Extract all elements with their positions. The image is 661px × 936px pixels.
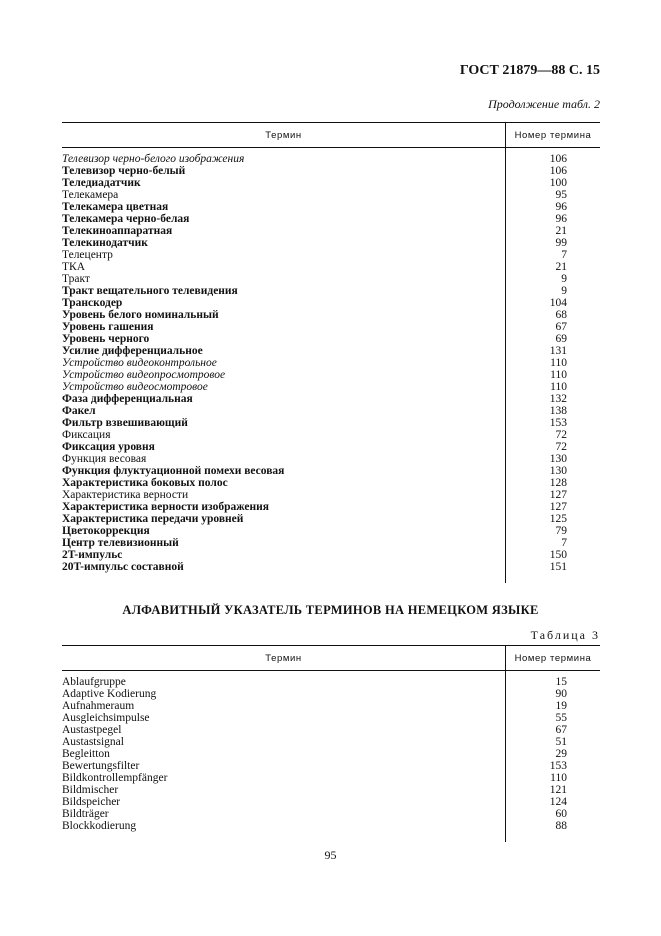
table-row — [62, 796, 600, 808]
table-row — [62, 189, 600, 201]
table-row — [62, 453, 600, 465]
term-number-cell: 150 — [506, 549, 601, 561]
term-number-cell: 127 — [506, 489, 601, 501]
term-number-cell: 29 — [506, 748, 601, 760]
table-body — [62, 148, 600, 584]
table-row — [62, 736, 600, 748]
term-number-cell: 132 — [506, 393, 601, 405]
table-row — [62, 309, 600, 321]
table-row — [62, 537, 600, 549]
term-cell: Bildmischer — [62, 784, 119, 796]
term-number-cell: 88 — [506, 820, 601, 832]
table-row — [62, 724, 600, 736]
column-header-term: Термин — [62, 123, 506, 148]
table-row — [62, 561, 600, 573]
table-row — [62, 225, 600, 237]
term-cell: Факел — [62, 405, 96, 417]
term-number-cell: 106 — [506, 165, 601, 177]
term-number-cell: 151 — [506, 561, 601, 573]
column-header-number: Номер термина — [506, 646, 601, 671]
table-row — [62, 501, 600, 513]
term-cell: Begleitton — [62, 748, 110, 760]
term-number-cell: 60 — [506, 808, 601, 820]
term-cell: Центр телевизионный — [62, 537, 179, 549]
table-row — [62, 393, 600, 405]
term-number-cell: 110 — [506, 357, 601, 369]
section-title: АЛФАВИТНЫЙ УКАЗАТЕЛЬ ТЕРМИНОВ НА НЕМЕЦКОМ ЯЗЫКЕ — [122, 603, 539, 617]
term-cell: ТКА — [62, 261, 85, 273]
term-cell: Фиксация уровня — [62, 441, 155, 453]
table-row — [62, 357, 600, 369]
table-row — [62, 273, 600, 285]
term-number-cell: 55 — [506, 712, 601, 724]
table-row — [62, 525, 600, 537]
term-number-cell: 110 — [506, 381, 601, 393]
term-number-cell: 124 — [506, 796, 601, 808]
term-cell: Функция флуктуационной помехи весовая — [62, 465, 285, 477]
term-number-cell: 153 — [506, 760, 601, 772]
term-number-cell: 138 — [506, 405, 601, 417]
term-cell: Телекамера черно-белая — [62, 213, 190, 225]
term-cell: Уровень черного — [62, 333, 150, 345]
terms-table-german — [62, 645, 600, 842]
term-cell: Austastpegel — [62, 724, 122, 736]
table-row — [62, 261, 600, 273]
table-row — [62, 760, 600, 772]
term-number-cell: 128 — [506, 477, 601, 489]
term-cell: Bewertungsfilter — [62, 760, 140, 772]
table-row — [62, 465, 600, 477]
table-row — [62, 381, 600, 393]
term-number-cell: 125 — [506, 513, 601, 525]
term-cell: Телевизор черно-белого изображения — [62, 153, 245, 165]
term-number-cell: 153 — [506, 417, 601, 429]
term-cell: Фиксация — [62, 429, 111, 441]
table-continuation-note: Продолжение табл. 2 — [488, 97, 600, 111]
table-row — [62, 153, 600, 165]
term-cell: Bildkontrollempfänger — [62, 772, 168, 784]
term-number-cell: 104 — [506, 297, 601, 309]
term-cell: Blockkodierung — [62, 820, 137, 832]
term-number-cell: 69 — [506, 333, 601, 345]
term-cell: Телекамера — [62, 189, 119, 201]
term-number-cell: 106 — [506, 153, 601, 165]
column-header-number: Номер термина — [506, 123, 601, 148]
term-cell: 2T-импульс — [62, 549, 123, 561]
table-row — [62, 748, 600, 760]
term-number-cell: 131 — [506, 345, 601, 357]
term-cell: Устройство видеопросмотровое — [62, 369, 226, 381]
term-cell: Характеристика боковых полос — [62, 477, 228, 489]
term-number-cell: 15 — [506, 676, 601, 688]
table-row — [62, 417, 600, 429]
term-number-cell: 130 — [506, 453, 601, 465]
term-cell: Телецентр — [62, 249, 113, 261]
table-body — [62, 671, 600, 843]
table-row — [62, 477, 600, 489]
term-cell: Уровень гашения — [62, 321, 154, 333]
term-cell: Тракт — [62, 273, 90, 285]
term-cell: Телекамера цветная — [62, 201, 169, 213]
term-cell: Тракт вещательного телевидения — [62, 285, 238, 297]
term-cell: Фильтр взвешивающий — [62, 417, 188, 429]
table-row — [62, 213, 600, 225]
term-cell: Устройство видеоконтрольное — [62, 357, 217, 369]
term-number-cell: 72 — [506, 429, 601, 441]
term-number-cell: 100 — [506, 177, 601, 189]
term-cell: Устройство видеосмотровое — [62, 381, 208, 393]
term-number-cell: 51 — [506, 736, 601, 748]
table-row — [62, 549, 600, 561]
table-row — [62, 688, 600, 700]
term-number-cell: 99 — [506, 237, 601, 249]
term-number-cell: 96 — [506, 201, 601, 213]
table-row — [62, 808, 600, 820]
table-row — [62, 405, 600, 417]
terms-table-russian — [62, 122, 600, 583]
term-cell: Характеристика верности — [62, 489, 189, 501]
term-cell: Телекинодатчик — [62, 237, 148, 249]
table-row — [62, 712, 600, 724]
table-row — [62, 700, 600, 712]
table-label: Таблица 3 — [530, 628, 600, 642]
term-cell: Усилие дифференциальное — [62, 345, 203, 357]
page-header: ГОСТ 21879—88 С. 15 — [459, 63, 600, 78]
term-cell: Телекиноаппаратная — [62, 225, 173, 237]
term-number-cell: 79 — [506, 525, 601, 537]
term-cell: Austastsignal — [62, 736, 124, 748]
term-number-cell: 67 — [506, 321, 601, 333]
term-number-cell: 9 — [506, 285, 601, 297]
term-cell: Характеристика передачи уровней — [62, 513, 244, 525]
term-number-cell: 7 — [506, 537, 601, 549]
term-cell: Aufnahmeraum — [62, 700, 135, 712]
term-cell: Функция весовая — [62, 453, 147, 465]
term-cell: Характеристика верности изображения — [62, 501, 269, 513]
term-cell: Ablaufgruppe — [62, 676, 126, 688]
term-cell: Ausgleichsimpulse — [62, 712, 150, 724]
table-row — [62, 489, 600, 501]
term-number-cell: 96 — [506, 213, 601, 225]
table-row — [62, 285, 600, 297]
table-row — [62, 429, 600, 441]
term-number-cell: 121 — [506, 784, 601, 796]
table-row — [62, 676, 600, 688]
table-row — [62, 201, 600, 213]
table-row — [62, 237, 600, 249]
term-cell: Теледиадатчик — [62, 177, 141, 189]
term-number-cell: 21 — [506, 225, 601, 237]
term-number-cell: 67 — [506, 724, 601, 736]
column-header-term: Термин — [62, 646, 506, 671]
page-number: 95 — [324, 848, 337, 862]
table-row — [62, 249, 600, 261]
term-number-cell: 127 — [506, 501, 601, 513]
table-row — [62, 441, 600, 453]
term-cell: Уровень белого номинальный — [62, 309, 219, 321]
table-row — [62, 345, 600, 357]
term-number-cell: 72 — [506, 441, 601, 453]
term-number-cell: 110 — [506, 369, 601, 381]
term-number-cell: 7 — [506, 249, 601, 261]
term-number-cell: 95 — [506, 189, 601, 201]
table-row — [62, 369, 600, 381]
table-row — [62, 321, 600, 333]
table-row — [62, 820, 600, 832]
term-cell: Телевизор черно-белый — [62, 165, 186, 177]
term-number-cell: 68 — [506, 309, 601, 321]
term-number-cell: 90 — [506, 688, 601, 700]
term-cell: Фаза дифференциальная — [62, 393, 193, 405]
table-row — [62, 772, 600, 784]
table-row — [62, 784, 600, 796]
term-cell: Транскодер — [62, 297, 123, 309]
term-number-cell: 21 — [506, 261, 601, 273]
term-number-cell: 130 — [506, 465, 601, 477]
term-number-cell: 19 — [506, 700, 601, 712]
term-cell: 20T-импульс составной — [62, 561, 184, 573]
term-cell: Bildträger — [62, 808, 109, 820]
term-number-cell: 9 — [506, 273, 601, 285]
table-row — [62, 333, 600, 345]
term-number-cell: 110 — [506, 772, 601, 784]
term-cell: Adaptive Kodierung — [62, 688, 157, 700]
table-row — [62, 165, 600, 177]
table-row — [62, 297, 600, 309]
table-row — [62, 177, 600, 189]
term-cell: Цветокоррекция — [62, 525, 150, 537]
term-cell: Bildspeicher — [62, 796, 121, 808]
table-row — [62, 513, 600, 525]
